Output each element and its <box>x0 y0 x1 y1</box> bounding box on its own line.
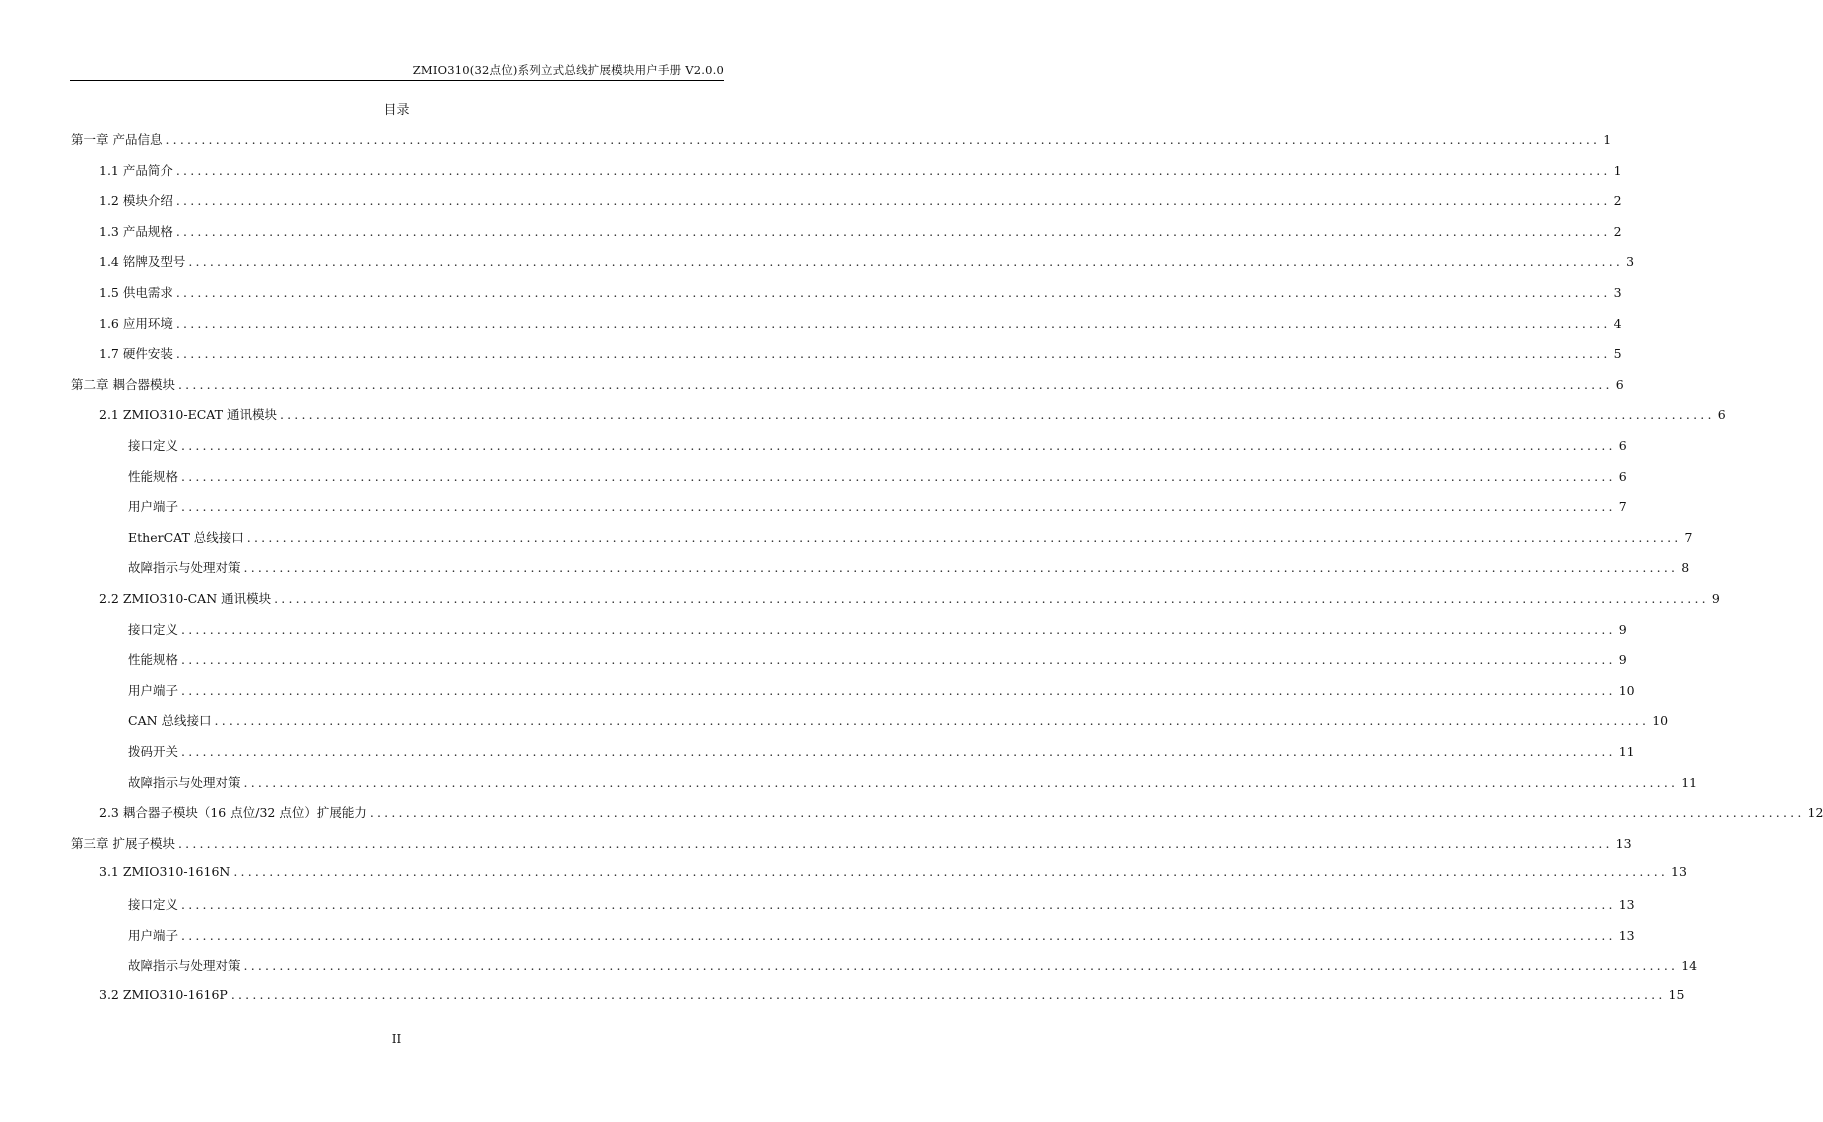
toc-entry-label: EtherCAT 总线接口 <box>128 529 244 545</box>
toc-dot-leader: ........................................................................................................................................................................................................ <box>181 744 1616 759</box>
toc-entry-page: 10 <box>1618 682 1635 698</box>
toc-entry-page: 7 <box>1684 529 1693 545</box>
page-number: II <box>391 1032 402 1046</box>
toc-entry-page: 15 <box>1668 986 1685 1002</box>
toc-entry[interactable] <box>99 283 1622 301</box>
toc-entry-label: 接口定义 <box>128 621 179 637</box>
toc-entry[interactable] <box>128 558 1690 576</box>
toc-entry[interactable] <box>128 436 1627 454</box>
toc-entry-page: 2 <box>1613 223 1622 239</box>
toc-entry[interactable] <box>99 864 1687 882</box>
toc-entry-page: 5 <box>1613 346 1622 362</box>
toc-dot-leader: ........................................................................................................................................................................................................ <box>181 621 1616 637</box>
toc-dot-leader: ........................................................................................................................................................................................................ <box>175 162 1611 178</box>
toc-entry-page: 4 <box>1613 315 1622 331</box>
toc-dot-leader: ........................................................................................................................................................................................................ <box>230 986 1666 1002</box>
toc-entry-page: 13 <box>1671 864 1687 880</box>
toc-dot-leader: ........................................................................................................................................................................................................ <box>177 376 1613 392</box>
toc-entry[interactable] <box>99 803 1823 821</box>
toc-entry[interactable] <box>128 497 1627 515</box>
toc-entry-page: 13 <box>1618 897 1635 912</box>
toc-entry[interactable] <box>128 895 1635 913</box>
toc-entry-label: 3.1 ZMIO310-1616N <box>99 864 231 880</box>
toc-entry-label: 性能规格 <box>128 468 179 484</box>
toc-dot-leader: ........................................................................................................................................................................................................ <box>181 652 1616 668</box>
toc-entry-label: 1.3 产品规格 <box>99 223 173 239</box>
toc-entry[interactable] <box>99 222 1622 240</box>
toc-entry-page: 6 <box>1615 376 1624 392</box>
toc-entry-label: 2.1 ZMIO310-ECAT 通讯模块 <box>99 407 277 423</box>
toc-dot-leader: ........................................................................................................................................................................................................ <box>181 468 1616 484</box>
toc-entry[interactable] <box>71 130 1612 148</box>
toc-entry-page: 11 <box>1681 774 1698 790</box>
toc-entry-page: 6 <box>1618 438 1627 453</box>
toc-entry-label: 用户端子 <box>128 499 179 515</box>
toc-entry-label: 用户端子 <box>128 927 179 943</box>
toc-entry-label: 第三章 扩展子模块 <box>71 835 175 851</box>
toc-entry-page: 14 <box>1681 958 1698 974</box>
toc-entry-page: 10 <box>1652 713 1669 729</box>
toc-entry-label: 用户端子 <box>128 682 179 698</box>
running-header: ZMIO310(32点位)系列立式总线扩展模块用户手册 V2.0.0 <box>412 63 724 77</box>
toc-dot-leader: ........................................................................................................................................................................................................ <box>274 591 1709 606</box>
toc-entry-page: 3 <box>1613 285 1622 300</box>
toc-entry[interactable] <box>128 956 1698 974</box>
toc-entry[interactable] <box>99 191 1622 209</box>
toc-entry-label: 1.2 模块介绍 <box>99 193 173 209</box>
toc-entry[interactable] <box>71 834 1632 852</box>
toc-entry-page: 9 <box>1618 652 1627 668</box>
toc-title: 目录 <box>383 103 410 118</box>
toc-entry[interactable] <box>99 252 1635 270</box>
toc-entry[interactable] <box>128 620 1627 638</box>
toc-entry-label: 故障指示与处理对策 <box>128 774 241 790</box>
toc-entry-label: 性能规格 <box>128 652 179 668</box>
toc-dot-leader: ........................................................................................................................................................................................................ <box>175 193 1611 209</box>
toc-entry[interactable] <box>71 375 1624 393</box>
toc-entry-page: 7 <box>1618 499 1627 515</box>
toc-entry-label: 接口定义 <box>128 897 179 912</box>
toc-dot-leader: ........................................................................................................................................................................................................ <box>188 254 1624 270</box>
toc-entry-label: 1.4 铭牌及型号 <box>99 254 186 270</box>
toc-entry[interactable] <box>128 681 1635 699</box>
toc-entry[interactable] <box>128 711 1669 729</box>
toc-entry-page: 1 <box>1603 132 1612 147</box>
toc-entry-page: 6 <box>1618 468 1627 484</box>
toc-entry-label: 第二章 耦合器模块 <box>71 376 175 392</box>
toc-entry-label: 2.2 ZMIO310-CAN 通讯模块 <box>99 591 272 606</box>
toc-dot-leader: ........................................................................................................................................................................................................ <box>233 864 1669 880</box>
toc-entry-label: 故障指示与处理对策 <box>128 560 241 576</box>
toc-entry-page: 1 <box>1613 162 1622 178</box>
toc-dot-leader: ........................................................................................................................................................................................................ <box>175 223 1611 239</box>
toc-dot-leader: ........................................................................................................................................................................................................ <box>246 529 1682 545</box>
toc-entry-label: 2.3 耦合器子模块（16 点位/32 点位）扩展能力 <box>99 805 367 821</box>
toc-entry-label: 1.7 硬件安装 <box>99 346 173 362</box>
toc-dot-leader: ........................................................................................................................................................................................................ <box>177 835 1613 851</box>
toc-entry-label: 故障指示与处理对策 <box>128 958 241 974</box>
toc-entry-page: 2 <box>1613 193 1622 209</box>
toc-entry-label: 第一章 产品信息 <box>71 132 163 147</box>
toc-entry-page: 13 <box>1615 835 1632 851</box>
toc-entry[interactable] <box>128 773 1698 791</box>
toc-entry[interactable] <box>128 926 1635 944</box>
toc-entry[interactable] <box>128 528 1693 546</box>
toc-entry[interactable] <box>128 650 1627 668</box>
toc-dot-leader: ........................................................................................................................................................................................................ <box>369 805 1805 821</box>
toc-entry-page: 9 <box>1711 591 1720 606</box>
toc-dot-leader: ........................................................................................................................................................................................................ <box>181 682 1616 698</box>
toc-entry-page: 11 <box>1618 744 1635 759</box>
toc-entry[interactable] <box>99 344 1622 362</box>
toc-entry-page: 3 <box>1626 254 1635 270</box>
toc-entry[interactable] <box>99 589 1720 607</box>
toc-entry-page: 6 <box>1717 407 1726 423</box>
toc-entry-label: 1.1 产品简介 <box>99 162 173 178</box>
toc-dot-leader: ........................................................................................................................................................................................................ <box>181 897 1616 912</box>
toc-dot-leader: ........................................................................................................................................................................................................ <box>181 927 1616 943</box>
toc-entry-label: 接口定义 <box>128 438 179 453</box>
header-rule <box>70 80 724 81</box>
toc-entry-label: 1.5 供电需求 <box>99 285 173 300</box>
toc-dot-leader: ........................................................................................................................................................................................................ <box>175 346 1611 362</box>
toc-entry[interactable] <box>99 161 1622 179</box>
toc-dot-leader: ........................................................................................................................................................................................................ <box>175 285 1611 300</box>
toc-dot-leader: ........................................................................................................................................................................................................ <box>243 560 1679 576</box>
toc-entry-page: 8 <box>1681 560 1690 576</box>
toc-dot-leader: ........................................................................................................................................................................................................ <box>181 499 1616 515</box>
toc-dot-leader: ........................................................................................................................................................................................................ <box>214 713 1650 729</box>
toc-entry-page: 12 <box>1807 805 1823 821</box>
toc-dot-leader: ........................................................................................................................................................................................................ <box>181 438 1616 453</box>
toc-entry-page: 13 <box>1618 927 1635 943</box>
toc-entry[interactable] <box>99 314 1622 332</box>
toc-entry-label: CAN 总线接口 <box>128 713 212 729</box>
toc-entry-label: 3.2 ZMIO310-1616P <box>99 986 228 1002</box>
toc-entry[interactable] <box>128 467 1627 485</box>
toc-dot-leader: ........................................................................................................................................................................................................ <box>175 315 1611 331</box>
toc-dot-leader: ........................................................................................................................................................................................................ <box>279 407 1715 423</box>
toc-entry-page: 9 <box>1618 621 1627 637</box>
toc-dot-leader: ........................................................................................................................................................................................................ <box>243 958 1679 974</box>
toc-entry[interactable] <box>99 405 1726 423</box>
toc-entry-label: 拨码开关 <box>128 744 179 759</box>
toc-entry-label: 1.6 应用环境 <box>99 315 173 331</box>
toc-dot-leader: ........................................................................................................................................................................................................ <box>165 132 1601 147</box>
toc-dot-leader: ........................................................................................................................................................................................................ <box>243 774 1679 790</box>
toc-entry[interactable] <box>128 742 1635 760</box>
toc-entry[interactable] <box>99 986 1685 1005</box>
